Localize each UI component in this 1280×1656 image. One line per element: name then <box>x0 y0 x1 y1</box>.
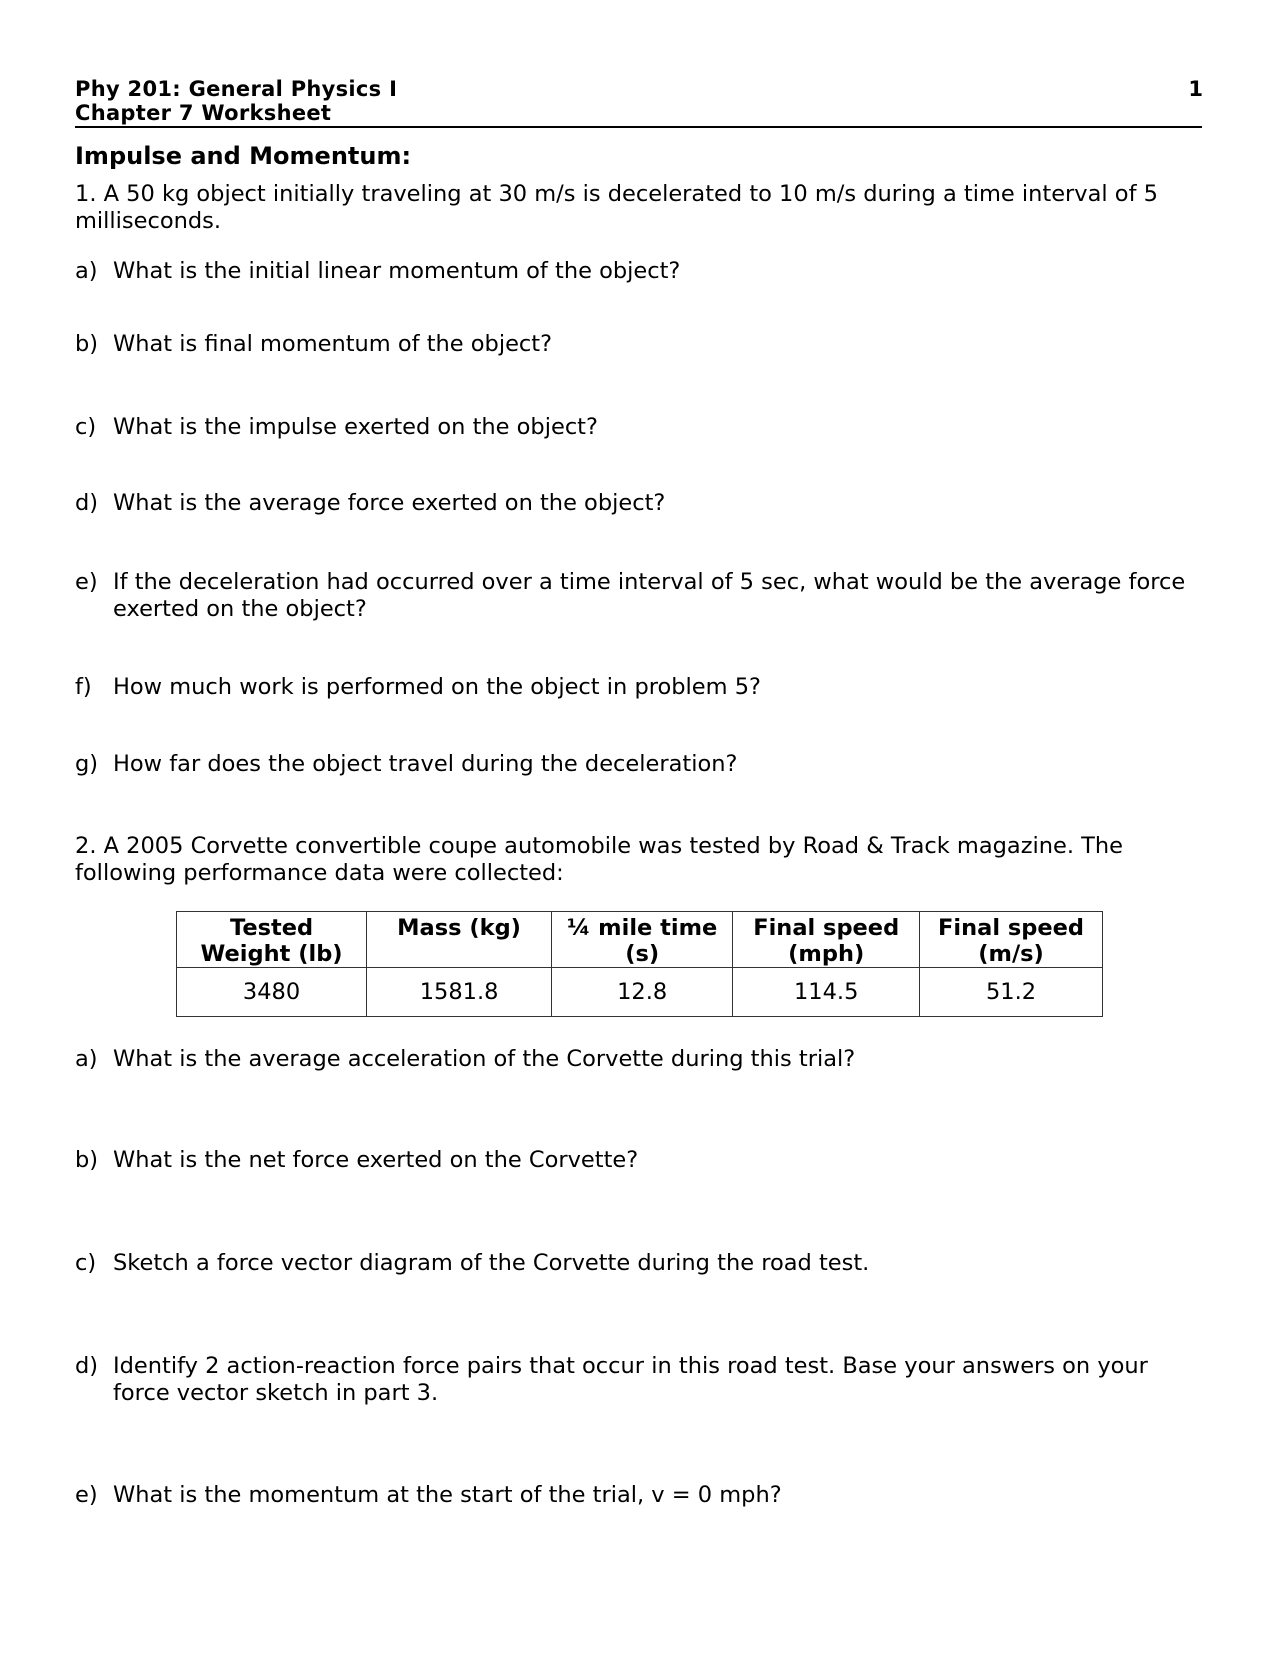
question-label: e) <box>75 569 98 595</box>
question-label: c) <box>75 414 97 440</box>
section-title: Impulse and Momentum: <box>75 142 412 170</box>
question-1c <box>75 414 1205 441</box>
question-text: What is the average acceleration of the Corvette during this trial? <box>113 1046 856 1072</box>
question-label: a) <box>75 258 98 284</box>
question-1b <box>75 331 1205 358</box>
question-text: What is the average force exerted on the object? <box>113 490 666 516</box>
question-1a <box>75 258 1205 285</box>
question-label: e) <box>75 1482 98 1508</box>
table-row <box>177 968 1103 1017</box>
problem-1-text: 1. A 50 kg object initially traveling at 30 m/s is decelerated to 10 m/s during a time interval of 5 milliseconds. <box>75 181 1158 234</box>
question-label: g) <box>75 751 99 777</box>
question-label: d) <box>75 490 99 516</box>
column-header: Mass (kg) <box>367 912 552 968</box>
question-text: How far does the object travel during the deceleration? <box>113 751 738 777</box>
column-header: Final speed (m/s) <box>920 912 1103 968</box>
problem-2-text: 2. A 2005 Corvette convertible coupe automobile was tested by Road & Track magazine. The following performance data were collected: <box>75 833 1124 886</box>
column-header: ¼ mile time (s) <box>552 912 733 968</box>
question-label: b) <box>75 1147 99 1173</box>
question-text: How much work is performed on the object in problem 5? <box>113 674 761 700</box>
question-1d <box>75 490 1205 517</box>
table-header-row <box>177 912 1103 968</box>
table-cell: 1581.8 <box>367 968 552 1017</box>
table-cell: 114.5 <box>733 968 920 1017</box>
question-2d <box>75 1353 1205 1407</box>
table-cell: 3480 <box>177 968 367 1017</box>
question-label: a) <box>75 1046 98 1072</box>
question-2c <box>75 1250 1205 1277</box>
question-text: What is the initial linear momentum of the object? <box>113 258 681 284</box>
question-1e <box>75 569 1205 623</box>
question-1f <box>75 674 1205 701</box>
question-text: What is final momentum of the object? <box>113 331 553 357</box>
chapter-title: Chapter 7 Worksheet <box>75 101 332 125</box>
table-cell: 12.8 <box>552 968 733 1017</box>
column-header: Tested Weight (lb) <box>177 912 367 968</box>
table-cell: 51.2 <box>920 968 1103 1017</box>
question-label: f) <box>75 674 92 700</box>
question-1g <box>75 751 1205 778</box>
question-text: Sketch a force vector diagram of the Corvette during the road test. <box>113 1250 870 1276</box>
question-text: If the deceleration had occurred over a time interval of 5 sec, what would be the average force exerted on the object? <box>113 569 1186 622</box>
question-text: Identify 2 action-reaction force pairs that occur in this road test. Base your answers on your force vector sketch in part 3. <box>113 1353 1148 1406</box>
page-number: 1 <box>1188 77 1203 101</box>
question-label: b) <box>75 331 99 357</box>
question-2b <box>75 1147 1205 1174</box>
question-2e <box>75 1482 1205 1509</box>
performance-data-table <box>176 911 1103 1017</box>
question-text: What is the impulse exerted on the object? <box>113 414 598 440</box>
header-divider <box>75 126 1202 128</box>
question-text: What is the momentum at the start of the trial, v = 0 mph? <box>113 1482 782 1508</box>
course-title: Phy 201: General Physics I <box>75 77 398 101</box>
column-header: Final speed (mph) <box>733 912 920 968</box>
question-text: What is the net force exerted on the Corvette? <box>113 1147 639 1173</box>
question-2a <box>75 1046 1205 1073</box>
question-label: c) <box>75 1250 97 1276</box>
question-label: d) <box>75 1353 99 1379</box>
